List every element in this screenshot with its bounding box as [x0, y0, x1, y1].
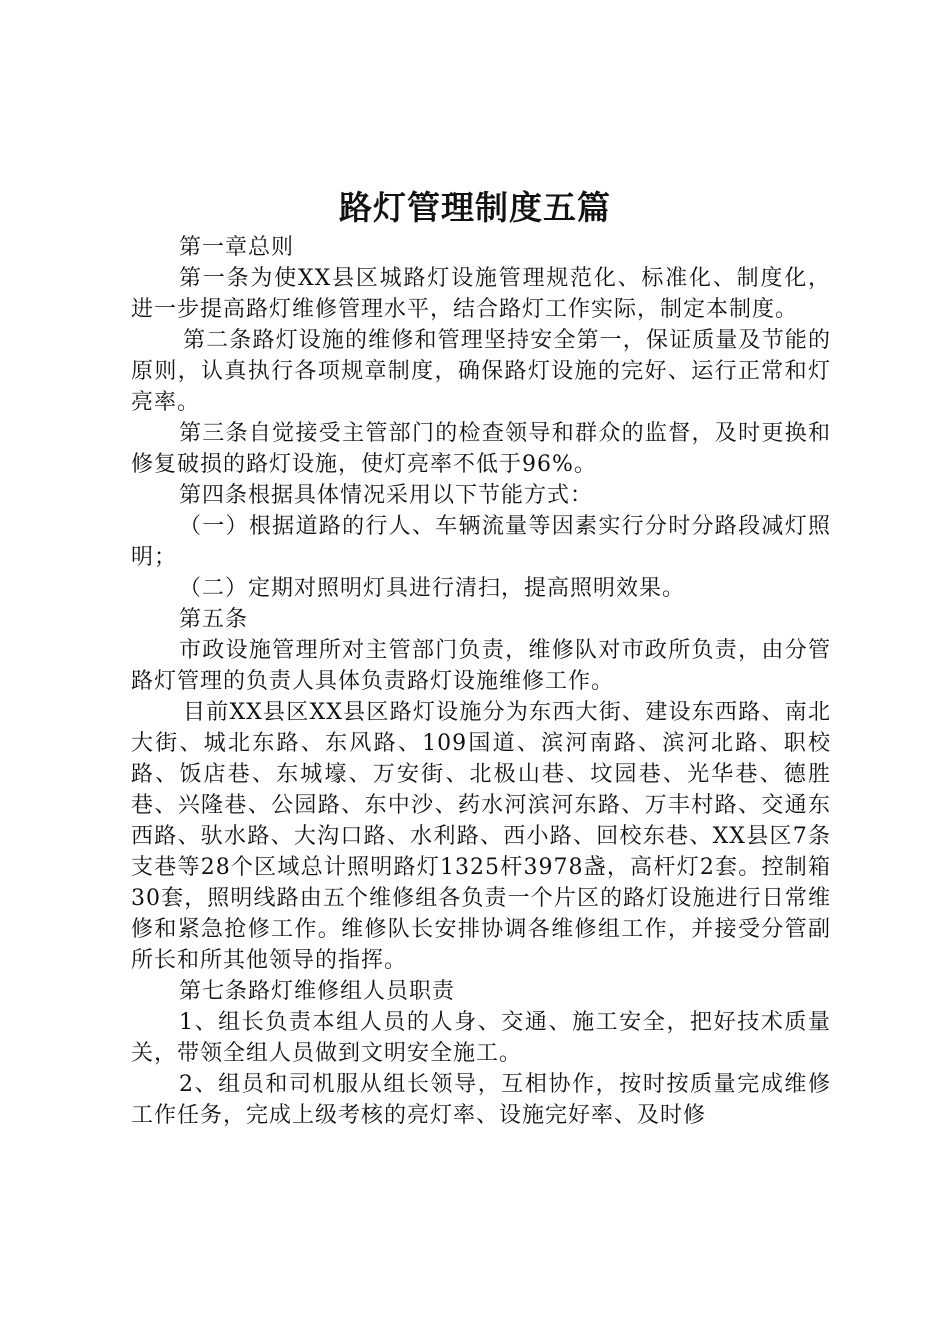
article-2: 第二条路灯设施的维修和管理坚持安全第一，保证质量及节能的原则，认真执行各项规章制度，确保路灯设施的完好、运行正常和灯亮率。: [131, 328, 831, 415]
document-body: [131, 232, 831, 1131]
article-4-item-2: （二）定期对照明灯具进行清扫，提高照明效果。: [179, 576, 686, 601]
article-4: 第四条根据具体情况采用以下节能方式：: [179, 483, 594, 508]
article-1: 第一条为使XX县区城路灯设施管理规范化、标准化、制度化，进一步提高路灯维修管理水平，结合路灯工作实际，制定本制度。: [131, 266, 831, 322]
article-5-heading: 第五条: [179, 607, 249, 632]
facilities-paragraph: 目前XX县区XX县区路灯设施分为东西大街、建设东西路、南北大街、城北东路、东风路、109国道、滨河南路、滨河北路、职校路、饭店巷、东城壕、万安街、北极山巷、坟园巷、光华巷、德胜巷、兴隆巷、公园路、东中沙、药水河滨河东路、万丰村路、交通东西路、驮水路、大沟口路、水利路、西小路、回校东巷、XX县区7条支巷等28个区域总计照明路灯1325杆3978盏，高杆灯2套。控制箱30套，照明线路由五个维修组各负责一个片区的路灯设施进行日常维修和紧急抢修工作。维修队长安排协调各维修组工作，并接受分管副所长和所其他领导的指挥。: [131, 700, 831, 973]
document-title: 路灯管理制度五篇: [339, 188, 611, 227]
article-7-heading: 第七条路灯维修组人员职责: [179, 979, 456, 1004]
article-4-item-1: （一）根据道路的行人、车辆流量等因素实行分时分路段减灯照明；: [131, 514, 831, 570]
article-5-body: 市政设施管理所对主管部门负责，维修队对市政所负责，由分管路灯管理的负责人具体负责路灯设施维修工作。: [131, 638, 831, 694]
duty-item-2: 2、组员和司机服从组长领导，互相协作，按时按质量完成维修工作任务，完成上级考核的亮灯率、设施完好率、及时修: [131, 1072, 831, 1128]
duty-item-1: 1、组长负责本组人员的人身、交通、施工安全，把好技术质量关，带领全组人员做到文明安全施工。: [131, 1010, 831, 1066]
article-3: 第三条自觉接受主管部门的检查领导和群众的监督，及时更换和修复破损的路灯设施，使灯亮率不低于96%。: [131, 421, 831, 477]
chapter-heading: 第一章总则: [179, 235, 295, 260]
